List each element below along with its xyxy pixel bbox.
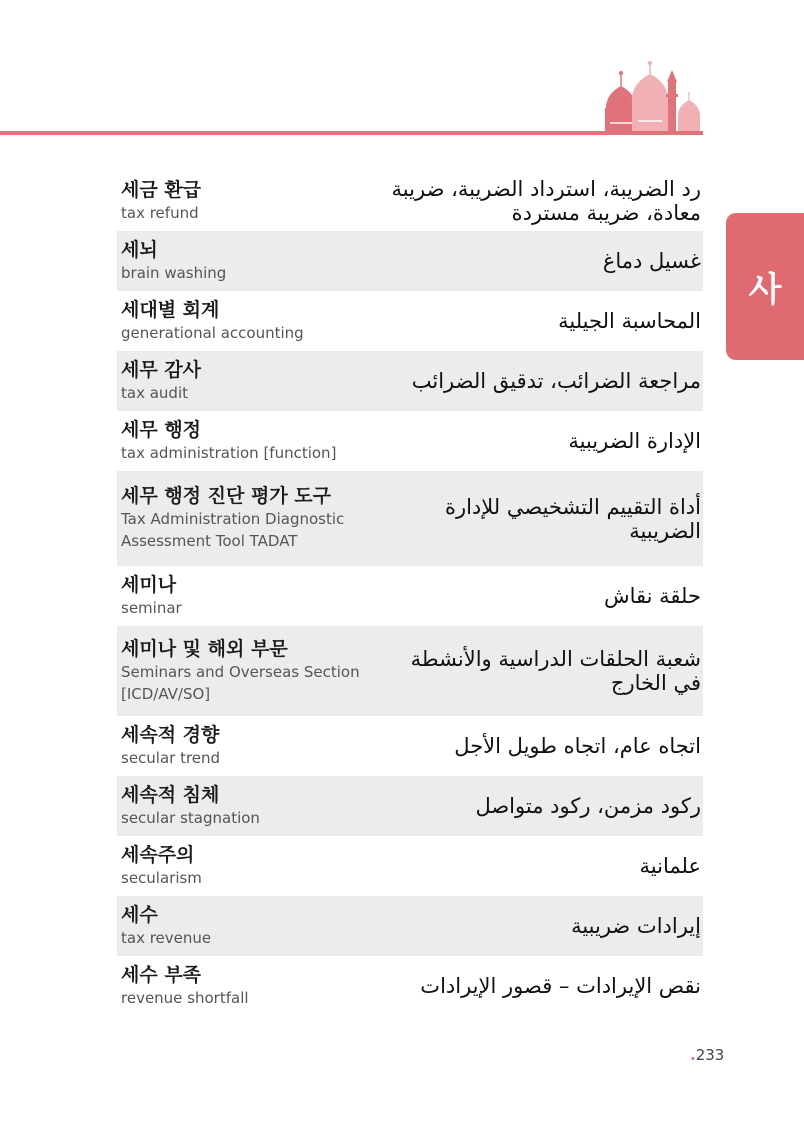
glossary-row <box>117 776 703 836</box>
english-term: tax refund <box>121 203 199 222</box>
term-block <box>117 477 361 560</box>
arabic-term: غسيل دماغ <box>602 249 701 273</box>
english-term: generational accounting <box>121 323 304 342</box>
korean-term: 세수 <box>121 903 158 926</box>
term-block <box>117 566 182 627</box>
arabic-term: إيرادات ضريبية <box>571 914 701 938</box>
arabic-term: اتجاه عام، اتجاه طويل الأجل <box>454 734 701 758</box>
korean-term: 세무 행정 진단 평가 도구 <box>121 485 331 507</box>
english-term: tax administration [function] <box>121 443 337 462</box>
page-number <box>690 1046 724 1064</box>
glossary-row <box>117 836 703 896</box>
korean-term: 세무 감사 <box>121 358 202 381</box>
english-term: brain washing <box>121 263 227 282</box>
korean-term: 세금 환급 <box>121 178 202 201</box>
korean-term: 세미나 <box>121 573 177 596</box>
term-block <box>117 956 249 1017</box>
term-block <box>117 291 304 352</box>
glossary-row <box>117 626 703 716</box>
glossary-row <box>117 566 703 626</box>
english-term: tax revenue <box>121 928 212 947</box>
glossary-row <box>117 171 703 231</box>
korean-term: 세수 부족 <box>121 963 202 986</box>
english-term: secularism <box>121 868 202 887</box>
mosque-icon <box>598 60 706 134</box>
english-term: seminar <box>121 598 182 617</box>
glossary-row <box>117 471 703 566</box>
term-block <box>117 351 201 412</box>
korean-term: 세속적 침체 <box>121 783 220 806</box>
term-block <box>117 630 361 713</box>
term-block <box>117 896 211 957</box>
english-term: Tax Administration Diagnostic Assessment Tool TADAT <box>121 510 345 550</box>
korean-term: 세뇌 <box>121 238 158 261</box>
glossary-row <box>117 896 703 956</box>
arabic-term: شعبة الحلقات الدراسية والأنشطة في الخارج <box>410 647 701 695</box>
arabic-term: حلقة نقاش <box>604 584 701 608</box>
arabic-term: أداة التقييم التشخيصي للإدارة الضريبية <box>444 494 701 543</box>
korean-term: 세무 행정 <box>121 418 202 441</box>
arabic-term: رد الضريبة، استرداد الضريبة، ضريبة معادة، ضريبة مستردة <box>391 177 701 225</box>
term-block <box>117 171 201 232</box>
term-block <box>117 411 336 472</box>
glossary-row <box>117 411 703 471</box>
glossary-row <box>117 351 703 411</box>
term-block <box>117 836 202 897</box>
term-block <box>117 716 220 777</box>
english-term: Seminars and Overseas Section [ICD/AV/SO] <box>121 662 360 703</box>
arabic-term: المحاسبة الجيلية <box>558 309 701 333</box>
korean-term: 세대별 회계 <box>121 298 220 321</box>
glossary-row <box>117 956 703 1016</box>
glossary-row <box>117 716 703 776</box>
term-block <box>117 776 260 837</box>
english-term: secular trend <box>121 748 221 767</box>
arabic-term: نقص الإيرادات – قصور الإيرادات <box>420 974 701 998</box>
arabic-term: مراجعة الضرائب، تدقيق الضرائب <box>411 369 701 393</box>
korean-term: 세속적 경향 <box>121 723 220 746</box>
page-number-value: 233 <box>695 1046 725 1064</box>
header-rule <box>0 131 703 135</box>
arabic-term: ركود مزمن، ركود متواصل <box>475 794 701 818</box>
arabic-term: علمانية <box>639 854 701 878</box>
english-term: secular stagnation <box>121 808 260 827</box>
english-term: tax audit <box>121 383 188 402</box>
korean-term: 세미나 및 해외 부문 <box>121 637 288 660</box>
chapter-tab <box>726 213 804 360</box>
arabic-term: الإدارة الضريبية <box>568 429 701 453</box>
page-dot: . <box>690 1046 696 1064</box>
chapter-tab-label: 사 <box>748 270 782 310</box>
glossary-list <box>117 171 703 1016</box>
glossary-row <box>117 231 703 291</box>
glossary-row <box>117 291 703 351</box>
term-block <box>117 231 226 292</box>
english-term: revenue shortfall <box>121 988 249 1007</box>
korean-term: 세속주의 <box>121 843 195 866</box>
